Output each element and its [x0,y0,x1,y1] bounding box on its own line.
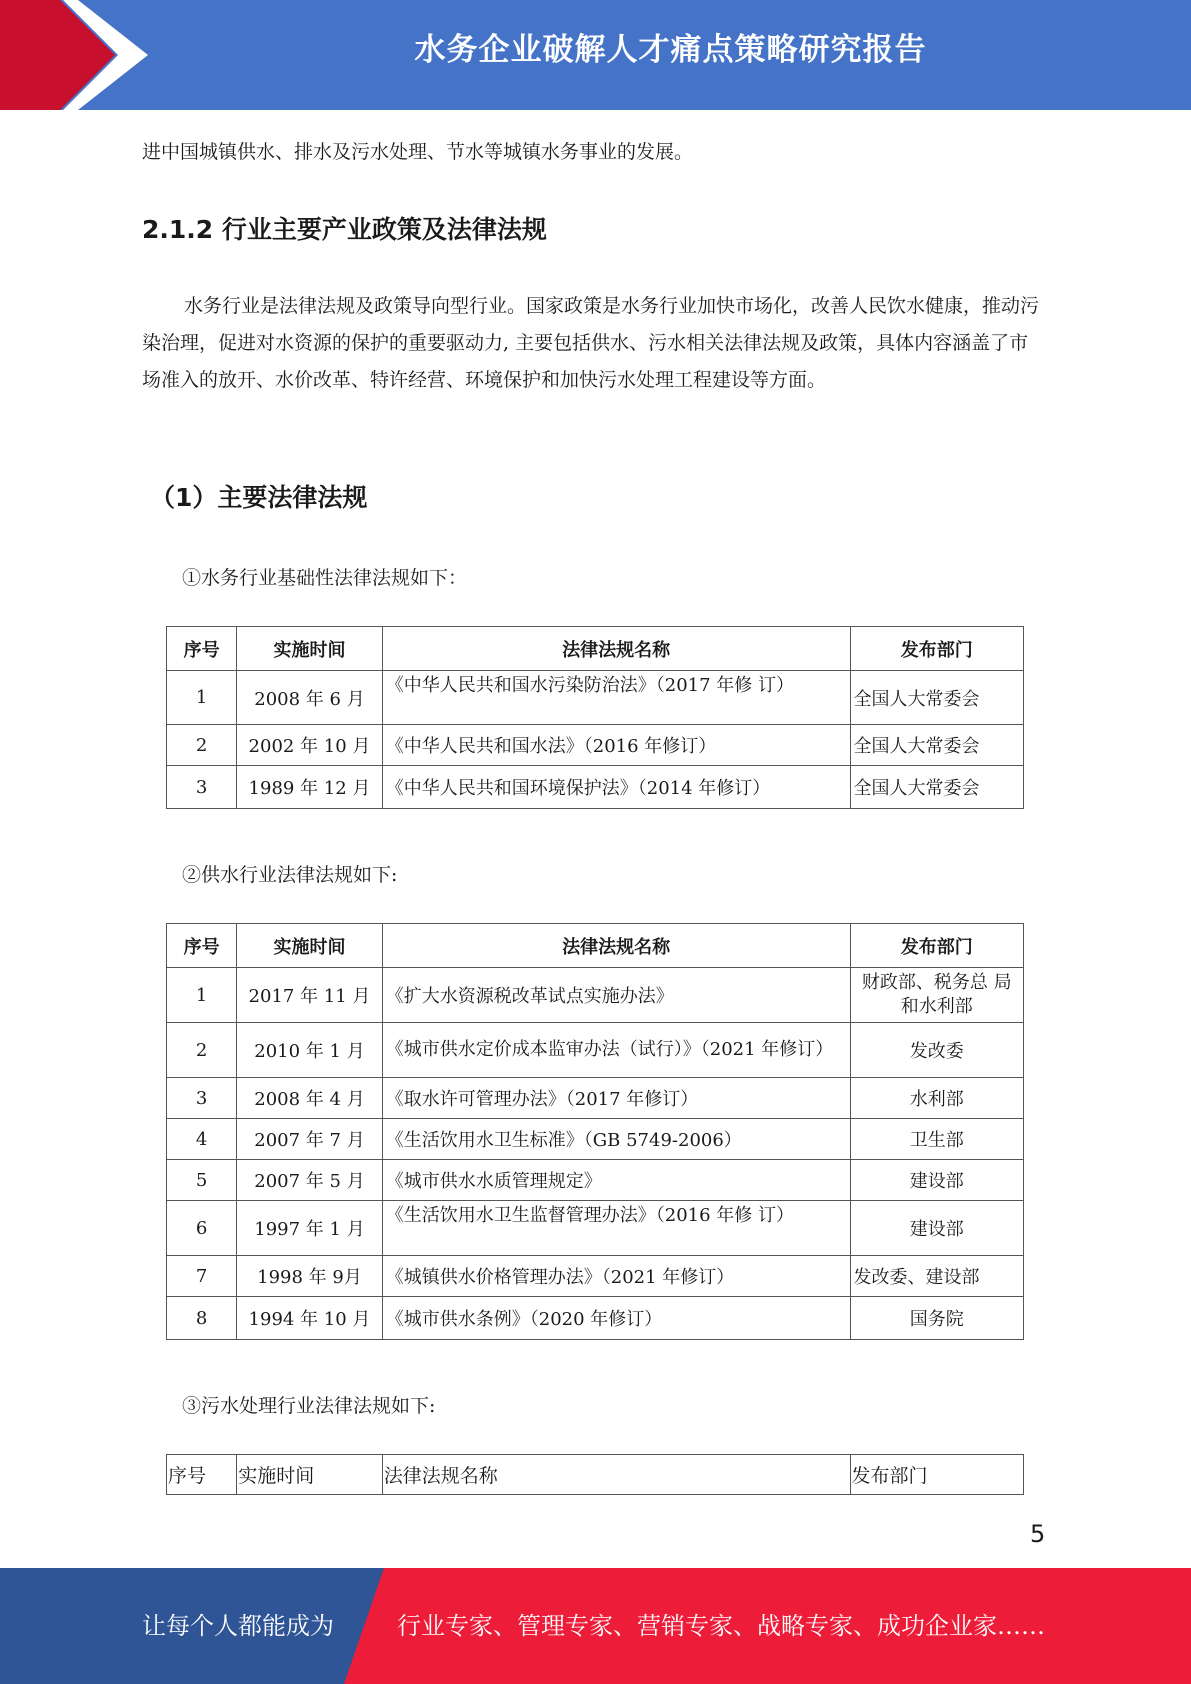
section-body: 水务行业是法律法规及政策导向型行业。国家政策是水务行业加快市场化，改善人民饮水健康，推动污染治理，促进对水资源的保护的重要驱动力, 主要包括供水、污水相关法律法规及政策，具体内容涵盖了市场准入的放开、水价改革、特许经营、环境保护和加快污水处理工程建设等方面。 [142,295,1040,391]
cell-dept: 全国人大常委会 [850,725,1023,766]
table2-caption: ②供水行业法律法规如下: [182,864,398,886]
cell-name: 《中华人民共和国水污染防治法》（2017 年修 订） [382,671,850,725]
col-header-name: 法律法规名称 [382,1455,850,1495]
col-header-no: 序号 [167,627,237,671]
table-row [167,1201,1024,1256]
cell-name: 《中华人民共和国水法》（2016 年修订） [382,725,850,766]
cell-date: 2008 年 4 月 [237,1078,383,1119]
table-row [167,671,1024,725]
cell-name: 《取水许可管理办法》（2017 年修订） [382,1078,850,1119]
table-header-row [167,1455,1024,1495]
cell-date: 1997 年 1 月 [237,1201,383,1256]
cell-dept: 卫生部 [850,1119,1023,1160]
cell-name: 《城市供水定价成本监审办法（试行）》（2021 年修订） [382,1023,850,1078]
cell-dept: 建设部 [850,1201,1023,1256]
table-row [167,725,1024,766]
table-header-row [167,924,1024,968]
cell-date: 1994 年 10 月 [237,1297,383,1340]
col-header-date: 实施时间 [237,627,383,671]
cell-name: 《城市供水条例》（2020 年修订） [382,1297,850,1340]
table-row [167,1078,1024,1119]
cell-no: 4 [167,1119,237,1160]
cell-dept: 全国人大常委会 [850,766,1023,809]
page-number: 5 [1030,1520,1046,1548]
table-row [167,1297,1024,1340]
water-supply-laws-table [166,923,1024,1340]
cell-name: 《城镇供水价格管理办法》（2021 年修订） [382,1256,850,1297]
cell-date: 2002 年 10 月 [237,725,383,766]
report-title: 水务企业破解人才痛点策略研究报告 [414,32,927,68]
table1-caption: ①水务行业基础性法律法规如下： [182,567,468,589]
footer-slogan-left: 让每个人都能成为 [142,1612,334,1640]
cell-date: 2017 年 11 月 [237,968,383,1023]
page-cut-mask [160,1497,1040,1517]
cell-no: 3 [167,766,237,809]
cell-dept: 建设部 [850,1160,1023,1201]
cell-no: 7 [167,1256,237,1297]
cell-dept: 发改委、建设部 [850,1256,1023,1297]
cell-no: 2 [167,725,237,766]
cell-name: 《生活饮用水卫生标准》（GB 5749-2006） [382,1119,850,1160]
cell-dept: 发改委 [850,1023,1023,1078]
cell-dept: 水利部 [850,1078,1023,1119]
cell-date: 2007 年 5 月 [237,1160,383,1201]
footer-slogan-right: 行业专家、管理专家、营销专家、战略专家、成功企业家…… [397,1612,1045,1640]
cell-date: 1989 年 12 月 [237,766,383,809]
cell-no: 2 [167,1023,237,1078]
section-heading: 2.1.2 行业主要产业政策及法律法规 [142,215,547,244]
cell-name: 《扩大水资源税改革试点实施办法》 [382,968,850,1023]
table-row [167,968,1024,1023]
table-row [167,1160,1024,1201]
table-row [167,1256,1024,1297]
chevron-banner-icon [0,0,160,110]
col-header-no: 序号 [167,1455,237,1495]
table-row [167,1023,1024,1078]
cell-date: 2010 年 1 月 [237,1023,383,1078]
basic-laws-table [166,626,1024,809]
col-header-date: 实施时间 [237,924,383,968]
col-header-dept: 发布部门 [850,1455,1023,1495]
col-header-date: 实施时间 [237,1455,383,1495]
cell-date: 2007 年 7 月 [237,1119,383,1160]
col-header-dept: 发布部门 [850,924,1023,968]
sewage-laws-table [166,1454,1024,1495]
cell-name: 《生活饮用水卫生监督管理办法》（2016 年修 订） [382,1201,850,1256]
cell-date: 2008 年 6 月 [237,671,383,725]
cell-dept: 全国人大常委会 [850,671,1023,725]
cell-no: 6 [167,1201,237,1256]
col-header-name: 法律法规名称 [382,627,850,671]
cell-date: 1998 年 9月 [237,1256,383,1297]
page-footer [0,1568,1191,1684]
cell-name: 《中华人民共和国环境保护法》（2014 年修订） [382,766,850,809]
subsection-heading: （1）主要法律法规 [150,483,368,512]
cell-name: 《城市供水水质管理规定》 [382,1160,850,1201]
table3-caption: ③污水处理行业法律法规如下: [182,1395,436,1417]
intro-line: 进中国城镇供水、排水及污水处理、节水等城镇水务事业的发展。 [142,141,694,163]
cell-no: 8 [167,1297,237,1340]
table-row [167,1119,1024,1160]
table-header-row [167,627,1024,671]
cell-no: 3 [167,1078,237,1119]
cell-no: 5 [167,1160,237,1201]
page-header [0,0,1191,110]
table-row [167,766,1024,809]
cell-dept: 国务院 [850,1297,1023,1340]
col-header-dept: 发布部门 [850,627,1023,671]
cell-dept: 财政部、税务总 局和水利部 [850,968,1023,1023]
col-header-name: 法律法规名称 [382,924,850,968]
cell-no: 1 [167,671,237,725]
cell-no: 1 [167,968,237,1023]
col-header-no: 序号 [167,924,237,968]
